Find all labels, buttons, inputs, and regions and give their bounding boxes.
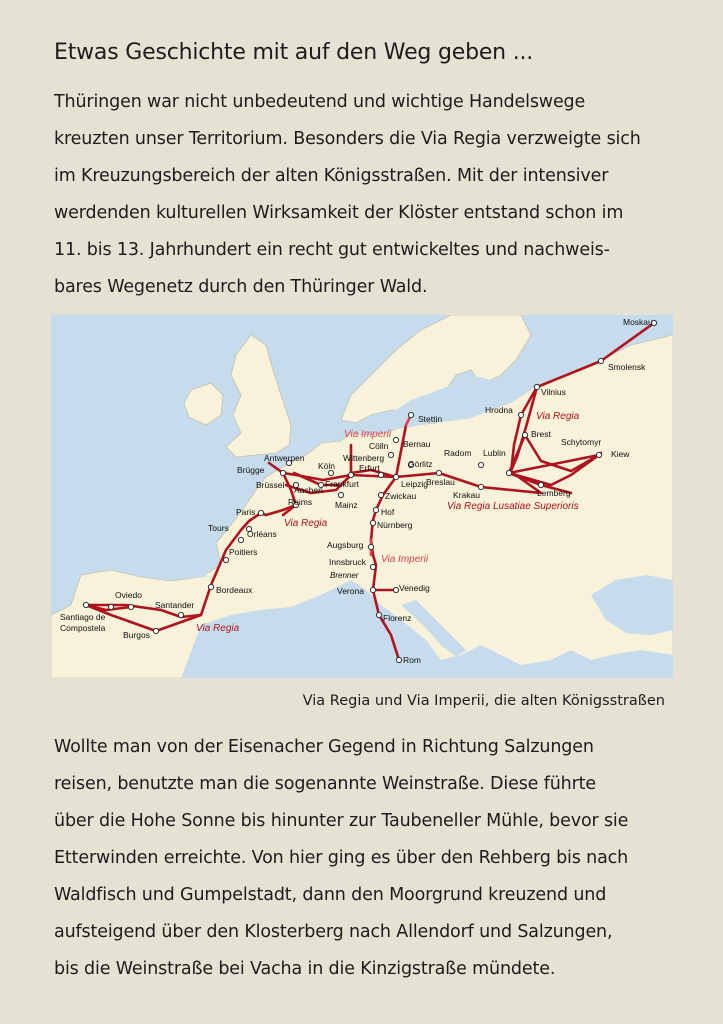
label-via-regia-center: Via Regia: [284, 518, 328, 529]
label-florenz: Florenz: [383, 613, 412, 623]
label-paris: Paris: [236, 507, 256, 517]
text-line: reisen, benutzte man die sogenannte Weinstraße. Diese führte: [54, 774, 596, 794]
text-line: bares Wegenetz durch den Thüringer Wald.: [54, 277, 428, 297]
label-leipzig: Leipzig: [401, 479, 428, 489]
label-via-imperii-south: Via Imperii: [381, 554, 429, 565]
body-paragraph: [54, 729, 694, 988]
label-verona: Verona: [337, 586, 364, 596]
text-line: bis die Weinstraße bei Vacha in die Kinzigstraße mündete.: [54, 959, 556, 979]
label-santiago-2: Compostela: [60, 623, 106, 633]
map-caption: Via Regia und Via Imperii, die alten Königsstraßen: [302, 693, 665, 709]
label-burgos: Burgos: [123, 630, 150, 640]
label-nuernberg: Nürnberg: [377, 520, 413, 530]
label-via-regia-south: Via Regia: [196, 623, 240, 634]
text-line: aufsteigend über den Klosterberg nach Allendorf und Salzungen,: [54, 922, 613, 942]
page-heading: Etwas Geschichte mit auf den Weg geben ...: [54, 40, 534, 65]
label-radom: Radom: [444, 448, 472, 458]
text-line: über die Hohe Sonne bis hinunter zur Taubeneller Mühle, bevor sie: [54, 811, 629, 831]
label-rom: Rom: [403, 655, 421, 665]
label-orleans: Orléans: [247, 529, 277, 539]
label-venedig: Venedig: [399, 583, 430, 593]
text-line: Waldfisch und Gumpelstadt, dann den Moorgrund kreuzend und: [54, 885, 607, 905]
label-coelln: Cölln: [369, 441, 389, 451]
label-bruessel: Brüssel: [256, 480, 285, 490]
text-line: Wollte man von der Eisenacher Gegend in Richtung Salzungen: [54, 737, 594, 757]
label-stettin: Stettin: [418, 414, 443, 424]
label-tours: Tours: [208, 523, 229, 533]
label-innsbruck: Innsbruck: [329, 557, 366, 567]
text-line: kreuzten unser Territorium. Besonders die Via Regia verzweigte sich: [54, 129, 641, 149]
label-hof: Hof: [381, 507, 395, 517]
label-oviedo: Oviedo: [115, 590, 142, 600]
label-bernau: Bernau: [403, 439, 431, 449]
label-lublin: Lublin: [483, 448, 506, 458]
label-augsburg: Augsburg: [327, 540, 364, 550]
label-smolensk: Smolensk: [608, 362, 646, 372]
text-line: im Kreuzungsbereich der alten Königsstraßen. Mit der intensiver: [54, 166, 609, 186]
label-bruegge: Brügge: [237, 465, 265, 475]
label-zwickau: Zwickau: [385, 491, 417, 501]
label-moskau: Moskau: [623, 317, 653, 327]
label-antwerpen: Antwerpen: [264, 453, 305, 463]
route-map-svg: [51, 315, 673, 678]
label-reims: Reims: [288, 497, 313, 507]
label-via-regia-lusatiae: Via Regia Lusatiae Superioris: [447, 501, 579, 512]
label-brest: Brest: [531, 429, 551, 439]
intro-paragraph: [54, 84, 694, 306]
label-wittenberg: Wittenberg: [343, 453, 385, 463]
label-vilnius: Vilnius: [541, 387, 566, 397]
label-krakau: Krakau: [453, 490, 480, 500]
route-map: [51, 315, 673, 678]
label-goerlitz: Görlitz: [408, 459, 433, 469]
text-line: 11. bis 13. Jahrhundert ein recht gut entwickeltes und nachweis-: [54, 240, 610, 260]
text-line: Thüringen war nicht unbedeutend und wichtige Handelswege: [54, 92, 586, 112]
label-santander: Santander: [155, 600, 195, 610]
text-line: werdenden kulturellen Wirksamkeit der Klöster entstand schon im: [54, 203, 624, 223]
label-koeln: Köln: [318, 461, 336, 471]
label-schytomyr: Schytomyr: [561, 437, 602, 447]
label-aachen: Aachen: [294, 485, 323, 495]
text-line: Etterwinden erreichte. Von hier ging es über den Rehberg bis nach: [54, 848, 629, 868]
label-poitiers: Poitiers: [229, 547, 258, 557]
label-brenner: Brenner: [330, 571, 359, 580]
label-erfurt: Erfurt: [359, 463, 380, 473]
label-kiew: Kiew: [611, 449, 630, 459]
label-santiago-1: Santiago de: [60, 612, 106, 622]
label-via-regia-north: Via Regia: [536, 411, 580, 422]
label-hrodna: Hrodna: [485, 405, 513, 415]
label-bordeaux: Bordeaux: [216, 585, 253, 595]
label-breslau: Breslau: [426, 477, 455, 487]
label-frankfurt: Frankfurt: [325, 479, 360, 489]
label-via-imperii-north: Via Imperii: [344, 429, 392, 440]
label-lemberg: Lemberg: [537, 488, 571, 498]
label-mainz: Mainz: [335, 500, 358, 510]
